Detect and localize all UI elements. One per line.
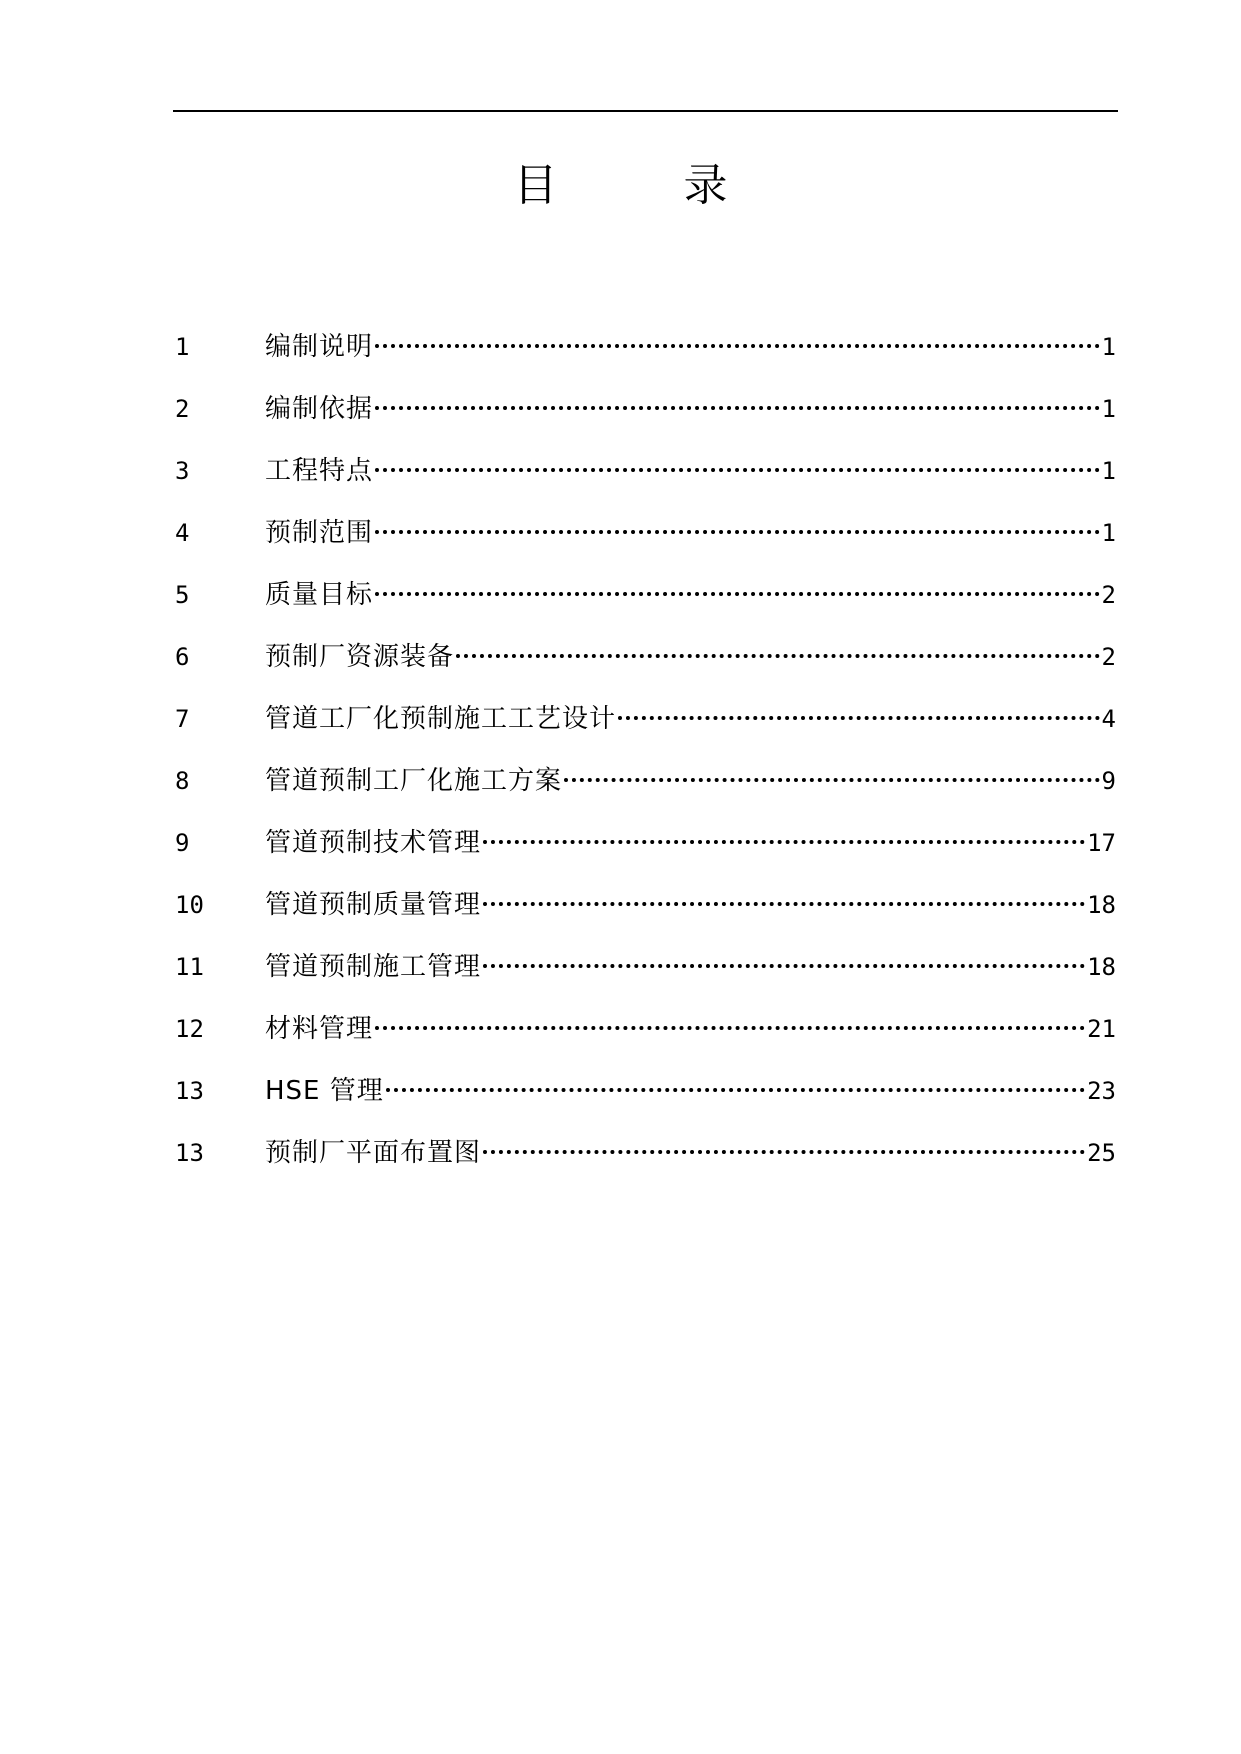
toc-leader-dots — [483, 964, 1085, 968]
toc-entry-number: 8 — [175, 767, 190, 795]
toc-leader-dots — [375, 468, 1100, 472]
toc-entry-page: 4 — [1101, 705, 1116, 733]
toc-leader-dots — [375, 1026, 1085, 1030]
toc-entry[interactable] — [175, 998, 1116, 1060]
toc-entry[interactable] — [175, 1060, 1116, 1122]
toc-entry-title: 预制厂资源装备 — [265, 642, 455, 672]
toc-entry-title: HSE 管理 — [265, 1076, 384, 1106]
toc-entry-number: 2 — [175, 395, 190, 423]
toc-entry-title: 材料管理 — [265, 1014, 374, 1044]
toc-entry-page: 25 — [1087, 1139, 1116, 1167]
toc-entry[interactable] — [175, 316, 1116, 378]
toc-entry-number: 4 — [175, 519, 190, 547]
toc-leader-dots — [375, 530, 1100, 534]
toc-entry-title: 管道预制质量管理 — [265, 890, 482, 920]
toc-entry-title: 编制依据 — [265, 394, 374, 424]
toc-entry-page: 21 — [1087, 1015, 1116, 1043]
toc-entry-title: 编制说明 — [265, 332, 374, 362]
toc-leader-dots — [564, 778, 1100, 782]
toc-entry-page: 9 — [1101, 767, 1116, 795]
toc-entry-title: 管道工厂化预制施工工艺设计 — [265, 704, 617, 734]
toc-entry-page: 2 — [1101, 581, 1116, 609]
toc-entry-number: 3 — [175, 457, 190, 485]
toc-entry-page: 1 — [1101, 457, 1116, 485]
toc-entry-number: 11 — [175, 953, 204, 981]
toc-entry-number: 1 — [175, 333, 190, 361]
toc-entry-number: 9 — [175, 829, 190, 857]
toc-entry[interactable] — [175, 502, 1116, 564]
page-title: 目 录 — [513, 160, 784, 211]
toc-entry-number: 10 — [175, 891, 204, 919]
toc-entry-title: 工程特点 — [265, 456, 374, 486]
toc-entry-page: 1 — [1101, 333, 1116, 361]
toc-entry[interactable] — [175, 378, 1116, 440]
toc-entry-page: 23 — [1087, 1077, 1116, 1105]
toc-entry[interactable] — [175, 688, 1116, 750]
toc-leader-dots — [386, 1088, 1085, 1092]
toc-entry-number: 5 — [175, 581, 190, 609]
toc-entry[interactable] — [175, 564, 1116, 626]
toc-entry[interactable] — [175, 750, 1116, 812]
toc-entry-page: 18 — [1087, 953, 1116, 981]
toc-list — [175, 316, 1116, 1184]
toc-entry-title: 质量目标 — [265, 580, 374, 610]
toc-entry-title: 管道预制施工管理 — [265, 952, 482, 982]
toc-entry-number: 6 — [175, 643, 190, 671]
toc-entry[interactable] — [175, 440, 1116, 502]
toc-entry[interactable] — [175, 874, 1116, 936]
toc-entry-number: 12 — [175, 1015, 204, 1043]
toc-leader-dots — [483, 1150, 1085, 1154]
toc-entry-page: 1 — [1101, 519, 1116, 547]
toc-entry[interactable] — [175, 1122, 1116, 1184]
toc-leader-dots — [456, 654, 1100, 658]
toc-entry-number: 7 — [175, 705, 190, 733]
toc-entry-page: 2 — [1101, 643, 1116, 671]
toc-entry[interactable] — [175, 812, 1116, 874]
toc-entry-page: 18 — [1087, 891, 1116, 919]
header-rule — [173, 110, 1118, 112]
toc-leader-dots — [375, 344, 1100, 348]
toc-entry-title: 预制厂平面布置图 — [265, 1138, 482, 1168]
toc-leader-dots — [483, 902, 1085, 906]
toc-entry-title: 预制范围 — [265, 518, 374, 548]
toc-entry[interactable] — [175, 626, 1116, 688]
toc-leader-dots — [375, 592, 1100, 596]
toc-entry-page: 1 — [1101, 395, 1116, 423]
toc-entry[interactable] — [175, 936, 1116, 998]
toc-leader-dots — [618, 716, 1100, 720]
toc-entry-page: 17 — [1087, 829, 1116, 857]
toc-entry-title: 管道预制工厂化施工方案 — [265, 766, 563, 796]
toc-entry-title: 管道预制技术管理 — [265, 828, 482, 858]
toc-entry-number: 13 — [175, 1077, 204, 1105]
toc-leader-dots — [375, 406, 1100, 410]
toc-entry-number: 13 — [175, 1139, 204, 1167]
toc-leader-dots — [483, 840, 1085, 844]
